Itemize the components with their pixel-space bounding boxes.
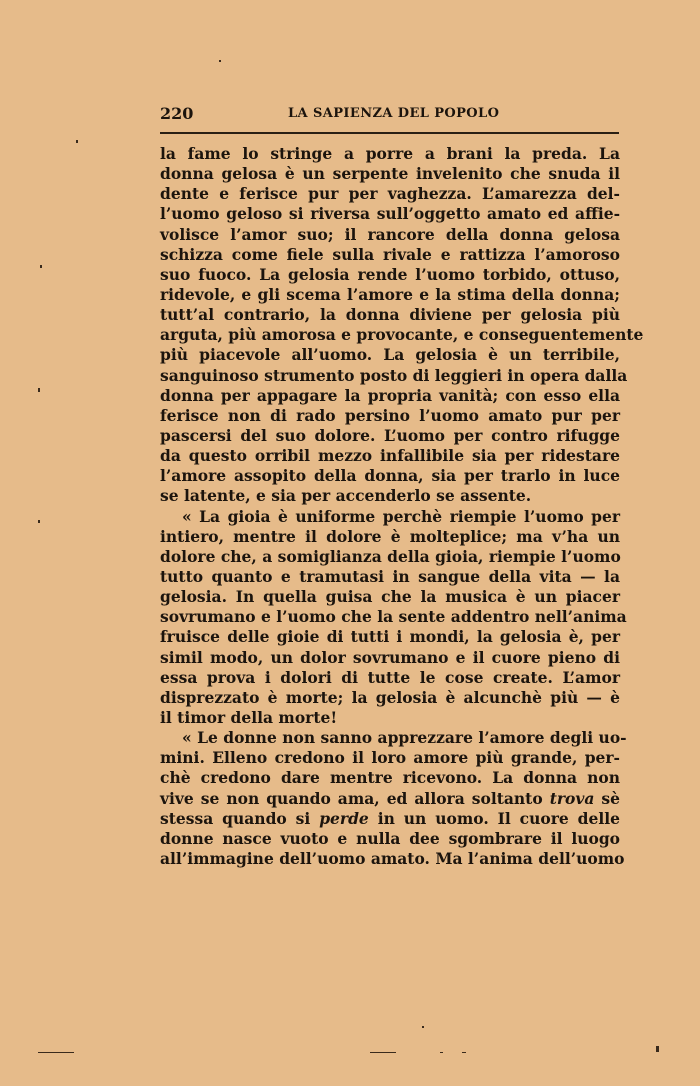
text-line: [160, 164, 620, 184]
scan-speck: [462, 1052, 466, 1053]
text-line: [160, 426, 620, 446]
header-rule: [160, 132, 619, 134]
text-line: [160, 728, 627, 748]
text-line-content: essa prova i dolori di tutte le cose create. L’amor: [160, 667, 620, 687]
text-line: [160, 567, 620, 587]
text-line: [160, 688, 620, 708]
text-line-content: gelosia. In quella guisa che la musica è un piacer: [160, 587, 620, 607]
text-line-content: donna gelosa è un serpente invelenito che snuda il: [160, 164, 620, 184]
page-header: [160, 104, 620, 126]
text-line-content: la fame lo stringe a porre a brani la preda. La: [160, 144, 620, 163]
running-title: LA SAPIENZA DEL POPOLO: [288, 106, 500, 121]
text-line-content: all’immagine dell’uomo amato. Ma l’anima dell’uomo: [160, 848, 625, 868]
text-line-content: intiero, mentre il dolore è molteplice; ma v’ha un: [160, 526, 620, 546]
scan-speck: [76, 140, 78, 143]
text-line-content: ferisce non di rado persino l’uomo amato pur per: [160, 405, 620, 425]
text-line-content: da questo orribil mezzo infallibile sia per ridestare: [160, 446, 620, 466]
text-line: [160, 204, 620, 224]
text-line-content: simil modo, un dolor sovrumano e il cuore pieno di: [160, 647, 620, 667]
text-line: [160, 466, 620, 486]
text-line-content: sanguinoso strumento posto di leggieri in opera dalla: [160, 365, 628, 385]
italic-word: trova: [549, 788, 595, 808]
text-line: [160, 245, 620, 265]
body-text: [160, 144, 644, 869]
text-line: [160, 829, 620, 849]
text-line: [160, 345, 620, 365]
text-line: [160, 547, 620, 567]
text-line: [160, 225, 620, 245]
text-line: [160, 265, 620, 285]
text-line-content: suo fuoco. La gelosia rende l’uomo torbido, ottuso,: [160, 264, 620, 284]
text-line: [160, 627, 620, 647]
text-line-content: tutto quanto e tramutasi in sangue della vita — la: [160, 566, 620, 586]
text-line: [160, 285, 620, 305]
text-line: [160, 607, 627, 627]
text-line: [160, 648, 620, 668]
text-line: [160, 446, 620, 466]
text-line: [160, 486, 620, 506]
text-line: [160, 809, 620, 829]
text-line-content: vive se non quando ama, ed allora soltanto: [160, 788, 543, 808]
text-line-content: donna per appagare la propria vanità; con esso ella: [160, 385, 620, 405]
text-line: [160, 708, 620, 728]
scan-speck: [38, 388, 40, 392]
text-line-content: donne nasce vuoto e nulla dee sgombrare il luogo: [160, 828, 620, 848]
text-line-content: più piacevole all’uomo. La gelosia è un terribile,: [160, 345, 620, 365]
text-line-content: sovrumano e l’uomo che la sente addentro nell’anima: [160, 607, 627, 627]
scan-speck: [422, 1026, 424, 1028]
page-number: 220: [160, 104, 194, 123]
text-line: [160, 386, 620, 406]
text-line: [160, 305, 620, 325]
text-line-content: arguta, più amorosa e provocante, e conseguentemente: [160, 325, 644, 345]
scan-speck: [219, 60, 221, 62]
text-line-content: pascersi del suo dolore. L’uomo per contro rifugge: [160, 425, 620, 445]
text-line-content: « Le donne non sanno apprezzare l’amore degli uo-: [182, 728, 627, 748]
text-line-content: tutt’al contrario, la donna diviene per gelosia più: [160, 305, 620, 325]
scan-speck: [40, 265, 42, 268]
scan-speck: [370, 1052, 396, 1053]
text-line: [160, 406, 620, 426]
text-line: [160, 325, 644, 345]
text-line: [160, 365, 628, 386]
text-line-content: dente e ferisce pur per vaghezza. L’amarezza del-: [160, 184, 620, 204]
text-line-content: mini. Elleno credono il loro amore più grande, per-: [160, 748, 620, 768]
text-line-content: l’amore assopito della donna, sia per trarlo in luce: [160, 466, 620, 486]
text-line-content: disprezzato è morte; la gelosia è alcunchè più — è: [160, 687, 620, 707]
text-line-content: schizza come fiele sulla rivale e rattizza l’amoroso: [160, 244, 620, 264]
text-line-content: « La gioia è uniforme perchè riempie l’uomo per: [182, 506, 620, 526]
text-line: [160, 507, 620, 527]
text-line: [160, 527, 620, 547]
scan-speck: [440, 1052, 443, 1053]
text-line-content: ridevole, e gli scema l’amore e la stima della donna;: [160, 284, 620, 304]
scan-speck: [38, 520, 40, 523]
text-line: [160, 587, 620, 607]
text-line: [160, 848, 625, 869]
text-line-content: l’uomo geloso si riversa sull’oggetto amato ed affie-: [160, 204, 620, 224]
italic-word: perde: [319, 808, 369, 828]
text-line-content: dolore che, a somiglianza della gioia, riempie l’uomo: [160, 546, 621, 566]
text-line-content: il timor della morte!: [160, 707, 338, 727]
text-line: [160, 184, 620, 204]
text-line-content: stessa quando si: [160, 808, 311, 828]
text-line: [160, 144, 620, 164]
text-line-tail: sè: [594, 788, 620, 808]
text-line-content: se latente, e sia per accenderlo se assente.: [160, 486, 532, 506]
text-line: [160, 748, 620, 768]
scan-speck: [38, 1052, 74, 1053]
text-line: [160, 768, 620, 788]
text-line: [160, 789, 620, 809]
scan-speck: [656, 1046, 659, 1052]
text-line-content: chè credono dare mentre ricevono. La donna non: [160, 768, 620, 788]
text-line: [160, 668, 620, 688]
text-line-content: fruisce delle gioie di tutti i mondi, la gelosia è, per: [160, 627, 620, 647]
text-line-content: volisce l’amor suo; il rancore della donna gelosa: [160, 224, 620, 244]
text-line-tail: in un uomo. Il cuore delle: [368, 808, 621, 828]
